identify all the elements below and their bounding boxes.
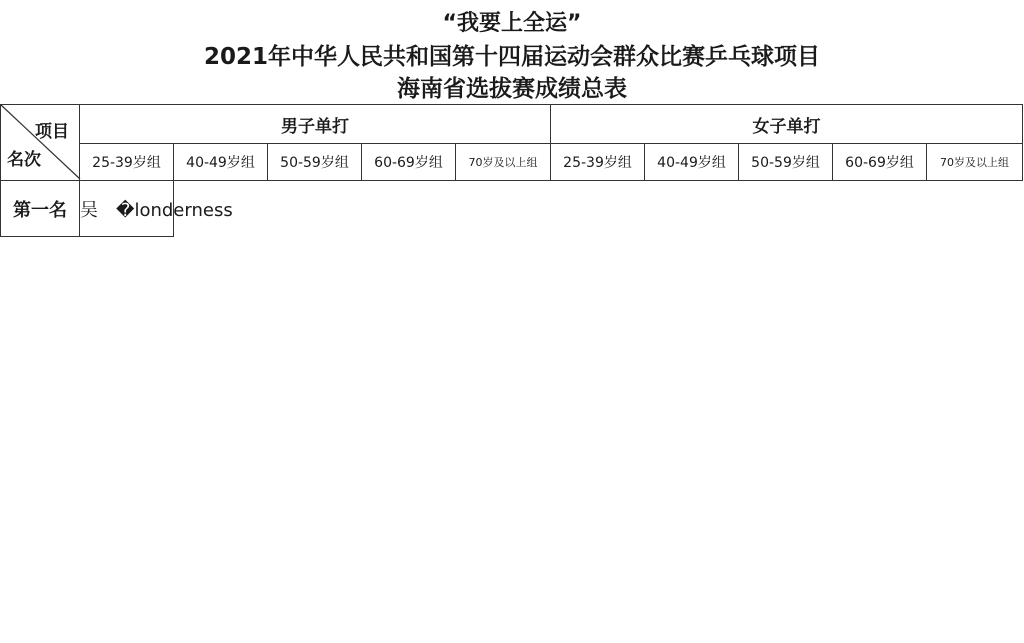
corner-header [1,105,80,181]
age-group-header-row [1,144,1023,181]
age-group-header: 70岁及以上组 [456,144,551,181]
age-group-header: 40-49岁组 [645,144,739,181]
age-group-header: 25-39岁组 [551,144,645,181]
name-cell: 吴 �londerness [80,181,174,237]
age-group-header: 60-69岁组 [833,144,927,181]
group-header-women: 女子单打 [551,105,1023,144]
corner-rank-label: 名次 [7,150,41,170]
table-body [1,181,1023,237]
title-line2: 2021年中华人民共和国第十四届运动会群众比赛乒乓球项目 [203,44,820,70]
rank-label: 第一名 [1,181,80,237]
title-line1: “我要上全运” [442,11,582,36]
age-group-header: 70岁及以上组 [927,144,1023,181]
age-group-header: 25-39岁组 [80,144,174,181]
results-table [0,104,1023,237]
corner-item-label: 项目 [35,122,69,142]
age-group-header: 60-69岁组 [362,144,456,181]
group-header-men: 男子单打 [80,105,551,144]
title-line3: 海南省选拔赛成绩总表 [397,76,627,102]
age-group-header: 50-59岁组 [268,144,362,181]
age-group-header: 50-59岁组 [739,144,833,181]
age-group-header: 40-49岁组 [174,144,268,181]
table-row [1,181,1023,237]
